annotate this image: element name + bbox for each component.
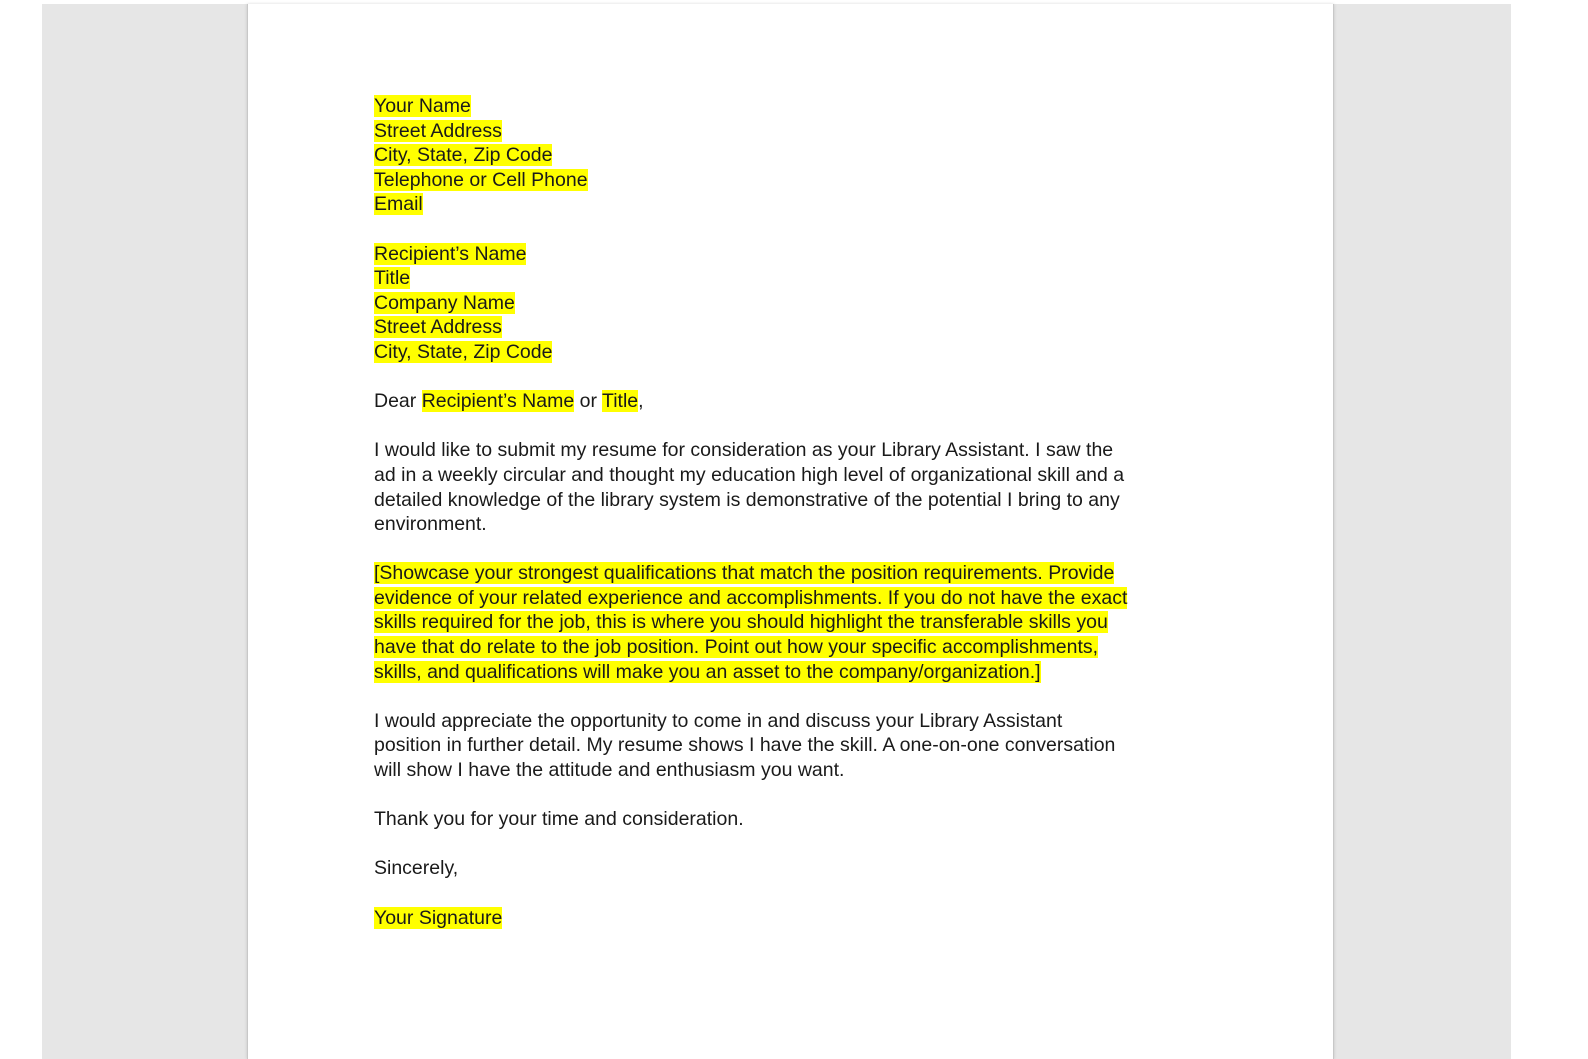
paragraph-line: will show I have the attitude and enthusiasm you want. (374, 759, 845, 782)
sender-street: Street Address (374, 119, 502, 142)
paragraph-line: position in further detail. My resume shows I have the skill. A one-on-one conversation (374, 734, 1116, 757)
paragraph-thanks (374, 807, 1214, 832)
paragraph-line: detailed knowledge of the library system is demonstrative of the potential I bring to any (374, 488, 1120, 511)
recipient-street: Street Address (374, 316, 502, 339)
paragraph-qualifications (374, 561, 1214, 684)
paragraph-closing (374, 709, 1214, 783)
salutation-comma: , (638, 390, 644, 413)
paragraph-line: skills required for the job, this is where you should highlight the transferable skills you (374, 611, 1108, 634)
paragraph-line: evidence of your related experience and accomplishments. If you do not have the exact (374, 586, 1128, 609)
signature: Your Signature (374, 906, 503, 929)
paragraph-line: have that do relate to the job position. Point out how your specific accomplishments, (374, 636, 1099, 659)
signature-block (374, 906, 1214, 931)
paragraph-line: I would appreciate the opportunity to come in and discuss your Library Assistant (374, 709, 1063, 732)
salutation-name: Recipient’s Name (421, 390, 575, 413)
closing-text: Sincerely, (374, 857, 459, 880)
sender-city: City, State, Zip Code (374, 144, 553, 167)
thanks-line: Thank you for your time and consideration. (374, 808, 744, 831)
paragraph-line: I would like to submit my resume for consideration as your Library Assistant. I saw the (374, 439, 1114, 462)
closing (374, 856, 1214, 881)
paragraph-line: environment. (374, 513, 487, 536)
recipient-title: Title (374, 267, 411, 290)
recipient-city: City, State, Zip Code (374, 340, 553, 363)
sender-email: Email (374, 193, 423, 216)
recipient-block (374, 242, 1214, 365)
recipient-company: Company Name (374, 291, 515, 314)
letter-body[interactable] (374, 94, 1214, 955)
salutation-dear: Dear (374, 390, 417, 413)
paragraph-line: ad in a weekly circular and thought my education high level of organizational skill and a (374, 463, 1125, 486)
salutation-or: or (579, 390, 597, 413)
sender-phone: Telephone or Cell Phone (374, 168, 588, 191)
paragraph-intro (374, 438, 1214, 536)
sender-name: Your Name (374, 95, 471, 117)
sender-block (374, 94, 1214, 217)
paragraph-line: skills, and qualifications will make you an asset to the company/organization.] (374, 660, 1041, 683)
salutation-title: Title (602, 390, 639, 413)
paragraph-line: [Showcase your strongest qualifications that match the position requirements. Provide (374, 562, 1115, 585)
salutation (374, 389, 1214, 414)
document-page[interactable] (247, 4, 1334, 1059)
recipient-name: Recipient’s Name (374, 242, 527, 265)
